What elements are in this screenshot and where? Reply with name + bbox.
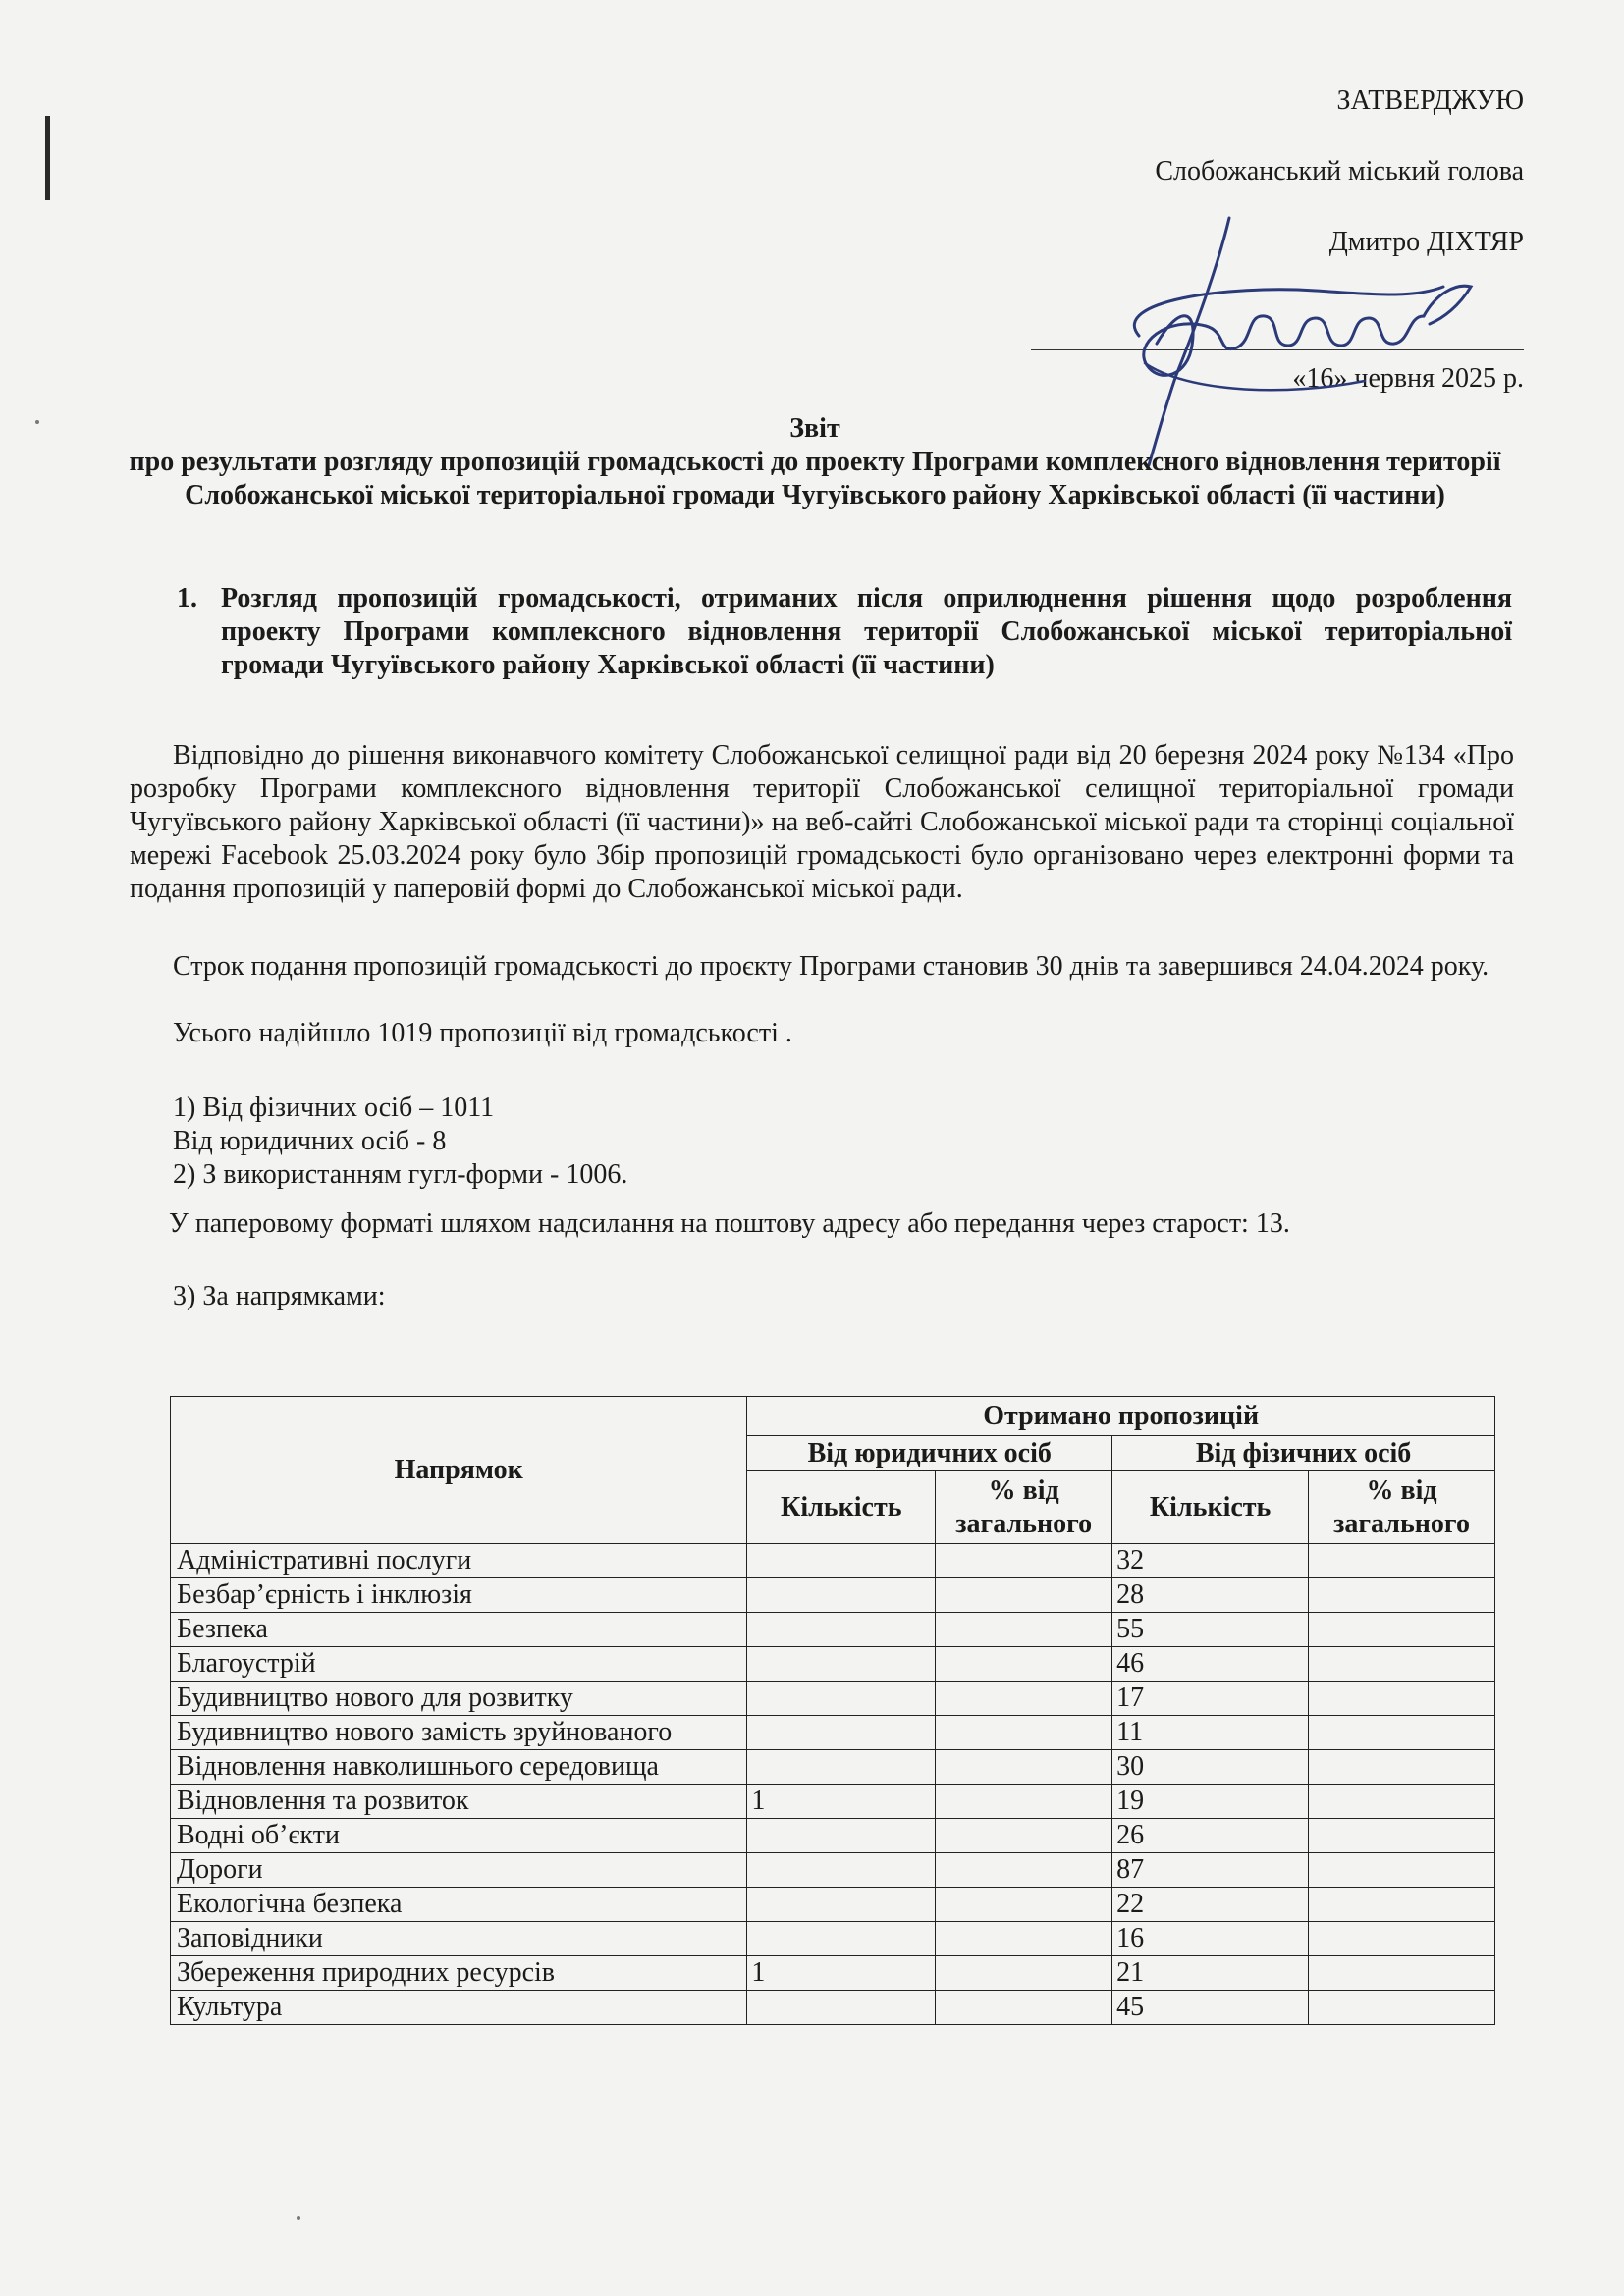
individual-count-cell: 26 [1112, 1819, 1309, 1853]
legal-percent-cell [936, 1682, 1112, 1716]
approval-word: ЗАТВЕРДЖУЮ [1336, 85, 1524, 116]
legal-count-cell: 1 [747, 1785, 936, 1819]
legal-count-cell [747, 1613, 936, 1647]
legal-count-cell [747, 1647, 936, 1682]
individual-percent-cell [1309, 1716, 1495, 1750]
approval-name: Дмитро ДІХТЯР [1328, 227, 1524, 257]
paragraph-total: Усього надійшло 1019 пропозиції від громадськості . [173, 1018, 792, 1048]
individual-percent-cell [1309, 1647, 1495, 1682]
legal-count-cell [747, 1922, 936, 1956]
legal-count-cell [747, 1682, 936, 1716]
individual-count-cell: 32 [1112, 1544, 1309, 1578]
direction-cell: Дороги [171, 1853, 747, 1888]
table-row [171, 1613, 1495, 1647]
header-legal: Від юридичних осіб [747, 1436, 1112, 1471]
direction-cell: Безбар’єрність і інклюзія [171, 1578, 747, 1613]
table-row [171, 1750, 1495, 1785]
legal-count-cell [747, 1991, 936, 2025]
direction-cell: Водні об’єкти [171, 1819, 747, 1853]
individual-percent-cell [1309, 1544, 1495, 1578]
individual-count-cell: 87 [1112, 1853, 1309, 1888]
report-heading [118, 412, 1512, 512]
table-row [171, 1888, 1495, 1922]
individual-count-cell: 17 [1112, 1682, 1309, 1716]
individual-percent-cell [1309, 1578, 1495, 1613]
legal-percent-cell [936, 1647, 1112, 1682]
legal-percent-cell [936, 1991, 1112, 2025]
table-row [171, 1647, 1495, 1682]
individual-count-cell: 45 [1112, 1991, 1309, 2025]
direction-cell: Збереження природних ресурсів [171, 1956, 747, 1991]
table-row [171, 1544, 1495, 1578]
paragraph-paper: У паперовому форматі шляхом надсилання на поштову адресу або передання через старост: 13. [169, 1208, 1290, 1239]
legal-count-cell [747, 1544, 936, 1578]
report-title: Звіт [789, 413, 840, 444]
table-row [171, 1716, 1495, 1750]
legal-count-cell [747, 1853, 936, 1888]
legal-count-cell [747, 1888, 936, 1922]
approval-title: Слобожанський міський голова [1155, 156, 1524, 187]
table-row [171, 1819, 1495, 1853]
legal-percent-cell [936, 1785, 1112, 1819]
header-direction: Напрямок [171, 1397, 747, 1544]
paragraph-basis: Відповідно до рішення виконавчого комітету Слобожанської селищної ради від 20 березня 2024 року №134 «Про розробку Програми комплексного відновлення території Слобожанської селищної територіальної громади Чугуївського району Харківської області (її частини)» на веб-сайті Слобожанської міської ради та сторінці соціальної мережі Facebook 25.03.2024 року було Збір пропозицій громадськості було організовано через електронні форми та подання пропозицій у паперовій формі до Слобожанської міської ради. [130, 740, 1514, 904]
legal-count-cell [747, 1750, 936, 1785]
individual-percent-cell [1309, 1819, 1495, 1853]
section-1-number: 1. [177, 583, 197, 614]
paragraph-directions: 3) За напрямками: [173, 1281, 386, 1311]
individual-count-cell: 19 [1112, 1785, 1309, 1819]
scan-speck [297, 2216, 300, 2220]
individual-percent-cell [1309, 1613, 1495, 1647]
legal-percent-cell [936, 1819, 1112, 1853]
direction-cell: Безпека [171, 1613, 747, 1647]
section-1-text: Розгляд пропозицій громадськості, отриманих після оприлюднення рішення щодо розроблення проекту Програми комплексного відновлення території Слобожанської міської територіальної громади Чугуївського району Харківської області (її частини) [221, 583, 1512, 680]
individual-count-cell: 16 [1112, 1922, 1309, 1956]
direction-cell: Заповідники [171, 1922, 747, 1956]
table-row [171, 1922, 1495, 1956]
header-individual: Від фізичних осіб [1112, 1436, 1495, 1471]
legal-count-cell [747, 1819, 936, 1853]
individual-percent-cell [1309, 1853, 1495, 1888]
individual-count-cell: 55 [1112, 1613, 1309, 1647]
table-row [171, 1682, 1495, 1716]
scan-speck [35, 420, 39, 424]
legal-count-cell: 1 [747, 1956, 936, 1991]
paragraph-deadline: Строк подання пропозицій громадськості до проєкту Програми становив 30 днів та завершився 24.04.2024 року. [173, 951, 1489, 982]
report-subtitle: про результати розгляду пропозицій громадськості до проекту Програми комплексного відновлення території Слобожанської міської територіальної громади Чугуївського району Харківської області (її частини) [129, 447, 1501, 510]
individual-percent-cell [1309, 1991, 1495, 2025]
legal-count-cell [747, 1578, 936, 1613]
legal-percent-cell [936, 1544, 1112, 1578]
direction-cell: Відновлення навколишнього середовища [171, 1750, 747, 1785]
direction-cell: Відновлення та розвиток [171, 1785, 747, 1819]
individual-count-cell: 22 [1112, 1888, 1309, 1922]
individual-percent-cell [1309, 1682, 1495, 1716]
individual-percent-cell [1309, 1888, 1495, 1922]
header-individual-count: Кількість [1112, 1471, 1309, 1544]
individual-count-cell: 11 [1112, 1716, 1309, 1750]
approval-date: «16» червня 2025 р. [1292, 363, 1524, 394]
table-row [171, 1853, 1495, 1888]
direction-cell: Екологічна безпека [171, 1888, 747, 1922]
table-row [171, 1785, 1495, 1819]
directions-table [170, 1396, 1495, 2025]
legal-percent-cell [936, 1956, 1112, 1991]
individual-percent-cell [1309, 1785, 1495, 1819]
direction-cell: Благоустрій [171, 1647, 747, 1682]
individual-count-cell: 46 [1112, 1647, 1309, 1682]
legal-percent-cell [936, 1922, 1112, 1956]
legal-percent-cell [936, 1853, 1112, 1888]
individual-count-cell: 21 [1112, 1956, 1309, 1991]
individual-percent-cell [1309, 1922, 1495, 1956]
direction-cell: Будивництво нового замість зруйнованого [171, 1716, 747, 1750]
header-legal-count: Кількість [747, 1471, 936, 1544]
header-received: Отримано пропозицій [747, 1397, 1495, 1436]
legal-count-cell [747, 1716, 936, 1750]
legal-percent-cell [936, 1613, 1112, 1647]
direction-cell: Будивництво нового для розвитку [171, 1682, 747, 1716]
table-row [171, 1956, 1495, 1991]
legal-percent-cell [936, 1578, 1112, 1613]
legal-percent-cell [936, 1716, 1112, 1750]
header-legal-percent: % від загального [936, 1471, 1112, 1544]
individual-count-cell: 30 [1112, 1750, 1309, 1785]
paragraph-individuals: 1) Від фізичних осіб – 1011 [173, 1093, 495, 1123]
paragraph-google-form: 2) З використанням гугл-форми - 1006. [173, 1159, 628, 1190]
individual-count-cell: 28 [1112, 1578, 1309, 1613]
individual-percent-cell [1309, 1956, 1495, 1991]
individual-percent-cell [1309, 1750, 1495, 1785]
binding-mark [45, 116, 50, 200]
table-row [171, 1991, 1495, 2025]
paragraph-legal: Від юридичних осіб - 8 [173, 1126, 447, 1156]
header-individual-percent: % від загального [1309, 1471, 1495, 1544]
direction-cell: Адміністративні послуги [171, 1544, 747, 1578]
table-row [171, 1578, 1495, 1613]
direction-cell: Культура [171, 1991, 747, 2025]
legal-percent-cell [936, 1888, 1112, 1922]
legal-percent-cell [936, 1750, 1112, 1785]
section-1 [177, 582, 1512, 682]
